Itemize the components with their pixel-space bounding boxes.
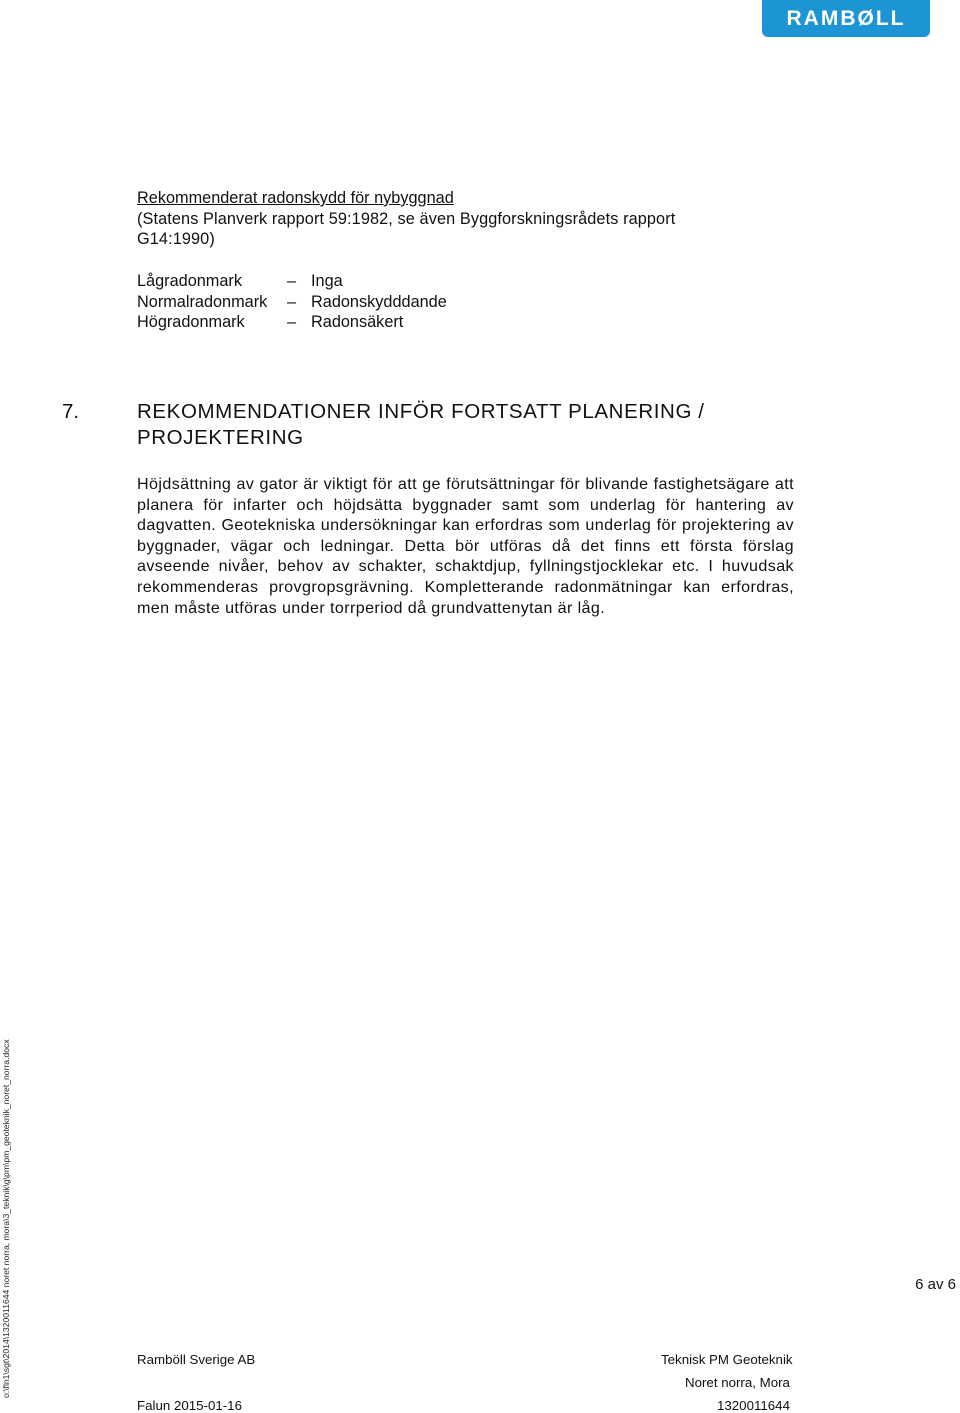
document-path: o:\fln1\sgt\2014\1320011644 noret norra, mora\3_teknik\g\pm\pm_geoteknik_noret_norra.docx	[1, 1039, 11, 1398]
radon-recommendation	[137, 188, 794, 250]
radon-source-line-1: (Statens Planverk rapport 59:1982, se även Byggforskningsrådets rapport	[137, 209, 676, 228]
radon-row	[137, 312, 403, 333]
section-title: REKOMMENDATIONER INFÖR FORTSATT PLANERING / PROJEKTERING	[137, 400, 705, 449]
section-body: Höjdsättning av gator är viktigt för att ge förutsättningar för blivande fastighetsägare att planera för infarter och höjdsätta byggnader samt som underlag för hantering av dagvatten. Geotekniska undersökningar kan erfordras som underlag för projektering av byggnader, vägar och ledningar. Detta bör utföras då det finns ett första förslag avseende nivåer, behov av schakter, schaktdjup, fyllningstjocklekar etc. I huvudsak rekommenderas provgropsgrävning. Kompletterande radonmätningar kan erfordras, men måste utföras under torrperiod då grundvattenytan är låg.	[137, 475, 794, 617]
footer-project-number: 1320011644	[717, 1398, 790, 1413]
ground-type: Lågradonmark	[137, 272, 242, 290]
row-dash: –	[287, 313, 297, 331]
footer-project: Noret norra, Mora	[685, 1375, 790, 1390]
ground-type: Högradonmark	[137, 313, 245, 331]
row-dash: –	[287, 272, 297, 290]
footer-company: Ramböll Sverige AB	[137, 1352, 256, 1367]
ground-type: Normalradonmark	[137, 293, 268, 311]
radon-row	[137, 292, 447, 313]
page-number: 6 av 6	[915, 1276, 956, 1293]
footer-place-date: Falun 2015-01-16	[137, 1398, 242, 1413]
footer-doc-type: Teknisk PM Geoteknik	[661, 1352, 793, 1367]
logo-text: RAMBØLL	[786, 6, 906, 30]
section-number: 7.	[62, 400, 80, 423]
protection-level: Radonsäkert	[311, 313, 404, 331]
radon-row	[137, 271, 343, 292]
row-dash: –	[287, 293, 297, 311]
protection-level: Radonskydddande	[311, 293, 447, 311]
protection-level: Inga	[311, 272, 343, 290]
radon-title: Rekommenderat radonskydd för nybyggnad	[137, 189, 454, 207]
ramboll-logo	[762, 0, 930, 37]
radon-source-line-2: G14:1990)	[137, 230, 215, 249]
